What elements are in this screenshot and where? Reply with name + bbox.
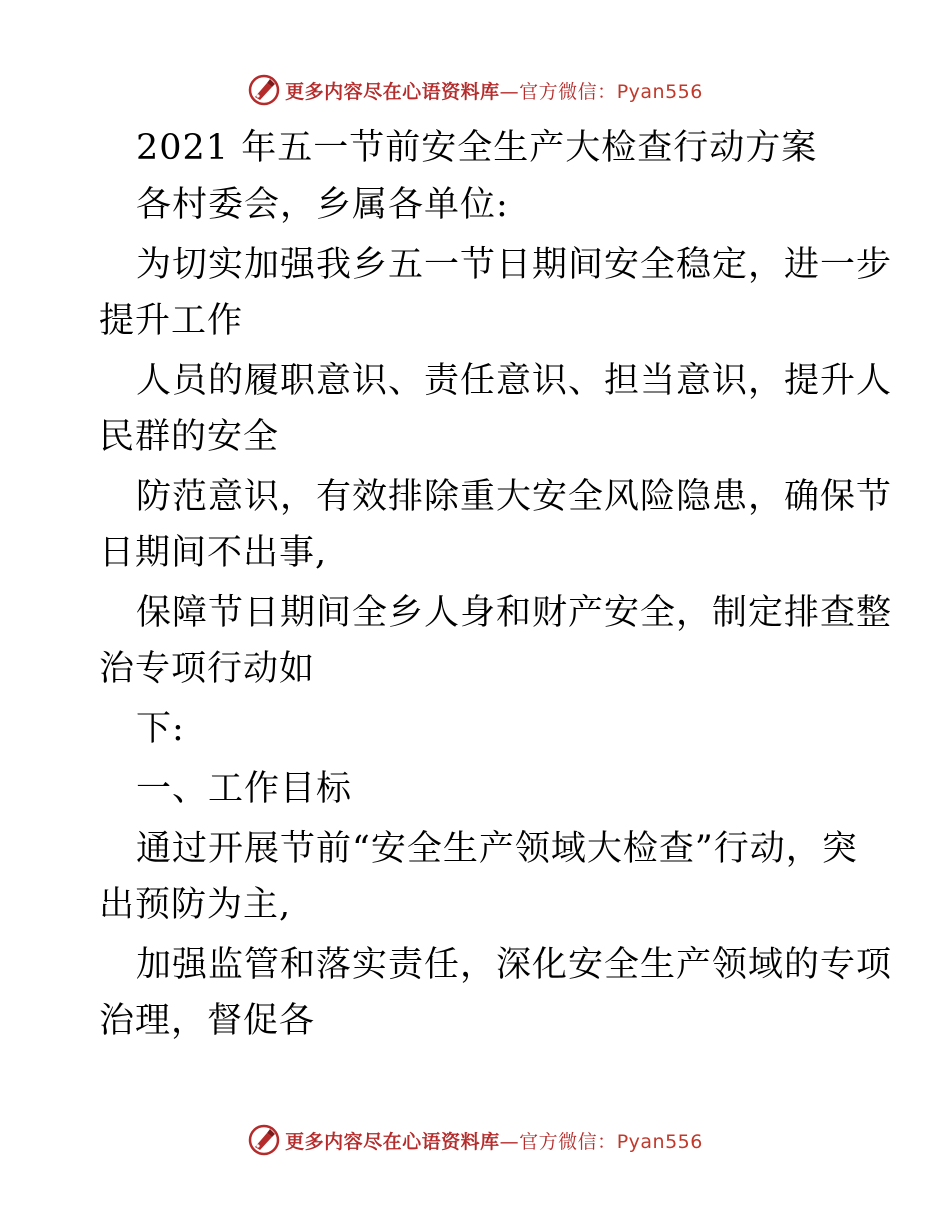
paragraph-line: 治专项行动如 [99, 649, 316, 689]
paragraph-line: 日期间不出事, [99, 533, 328, 573]
footer-watermark-text [285, 1127, 703, 1154]
pen-logo-icon [247, 1123, 281, 1157]
header-watermark-banner [0, 70, 950, 110]
paragraph-line: 为切实加强我乡五一节日期间安全稳定，进一步 [136, 245, 893, 285]
pen-logo-icon [247, 73, 281, 107]
paragraph-line: 下: [136, 709, 185, 749]
paragraph-line: 民群的安全 [99, 417, 280, 457]
footer-brand: 更多内容尽在心语资料库 [285, 1130, 500, 1153]
paragraph-line: 加强监管和落实责任，深化安全生产领域的专项 [136, 945, 893, 985]
footer-wechat-id: Pyan556 [616, 1130, 703, 1153]
paragraph-line: 出预防为主, [99, 885, 292, 925]
header-wechat-label: 官方微信： [519, 80, 617, 103]
paragraph-line: 通过开展节前“安全生产领域大检查”行动，突 [136, 829, 858, 869]
paragraph-line: 治理，督促各 [99, 1001, 316, 1041]
document-salutation: 各村委会，乡属各单位: [136, 185, 509, 225]
header-watermark-text [285, 77, 703, 104]
footer-watermark-banner [0, 1120, 950, 1160]
paragraph-line: 人员的履职意识、责任意识、担当意识，提升人 [136, 361, 893, 401]
footer-separator: — [499, 1130, 520, 1153]
paragraph-line: 保障节日期间全乡人身和财产安全，制定排查整 [136, 593, 893, 633]
footer-wechat-label: 官方微信： [519, 1130, 617, 1153]
header-wechat-id: Pyan556 [616, 80, 703, 103]
paragraph-line: 提升工作 [99, 301, 244, 341]
header-separator: — [499, 80, 520, 103]
section-heading: 一、工作目标 [136, 769, 353, 809]
header-brand: 更多内容尽在心语资料库 [285, 80, 500, 103]
document-title: 2021 年五一节前安全生产大检查行动方案 [136, 128, 818, 168]
paragraph-line: 防范意识，有效排除重大安全风险隐患，确保节 [136, 477, 893, 517]
